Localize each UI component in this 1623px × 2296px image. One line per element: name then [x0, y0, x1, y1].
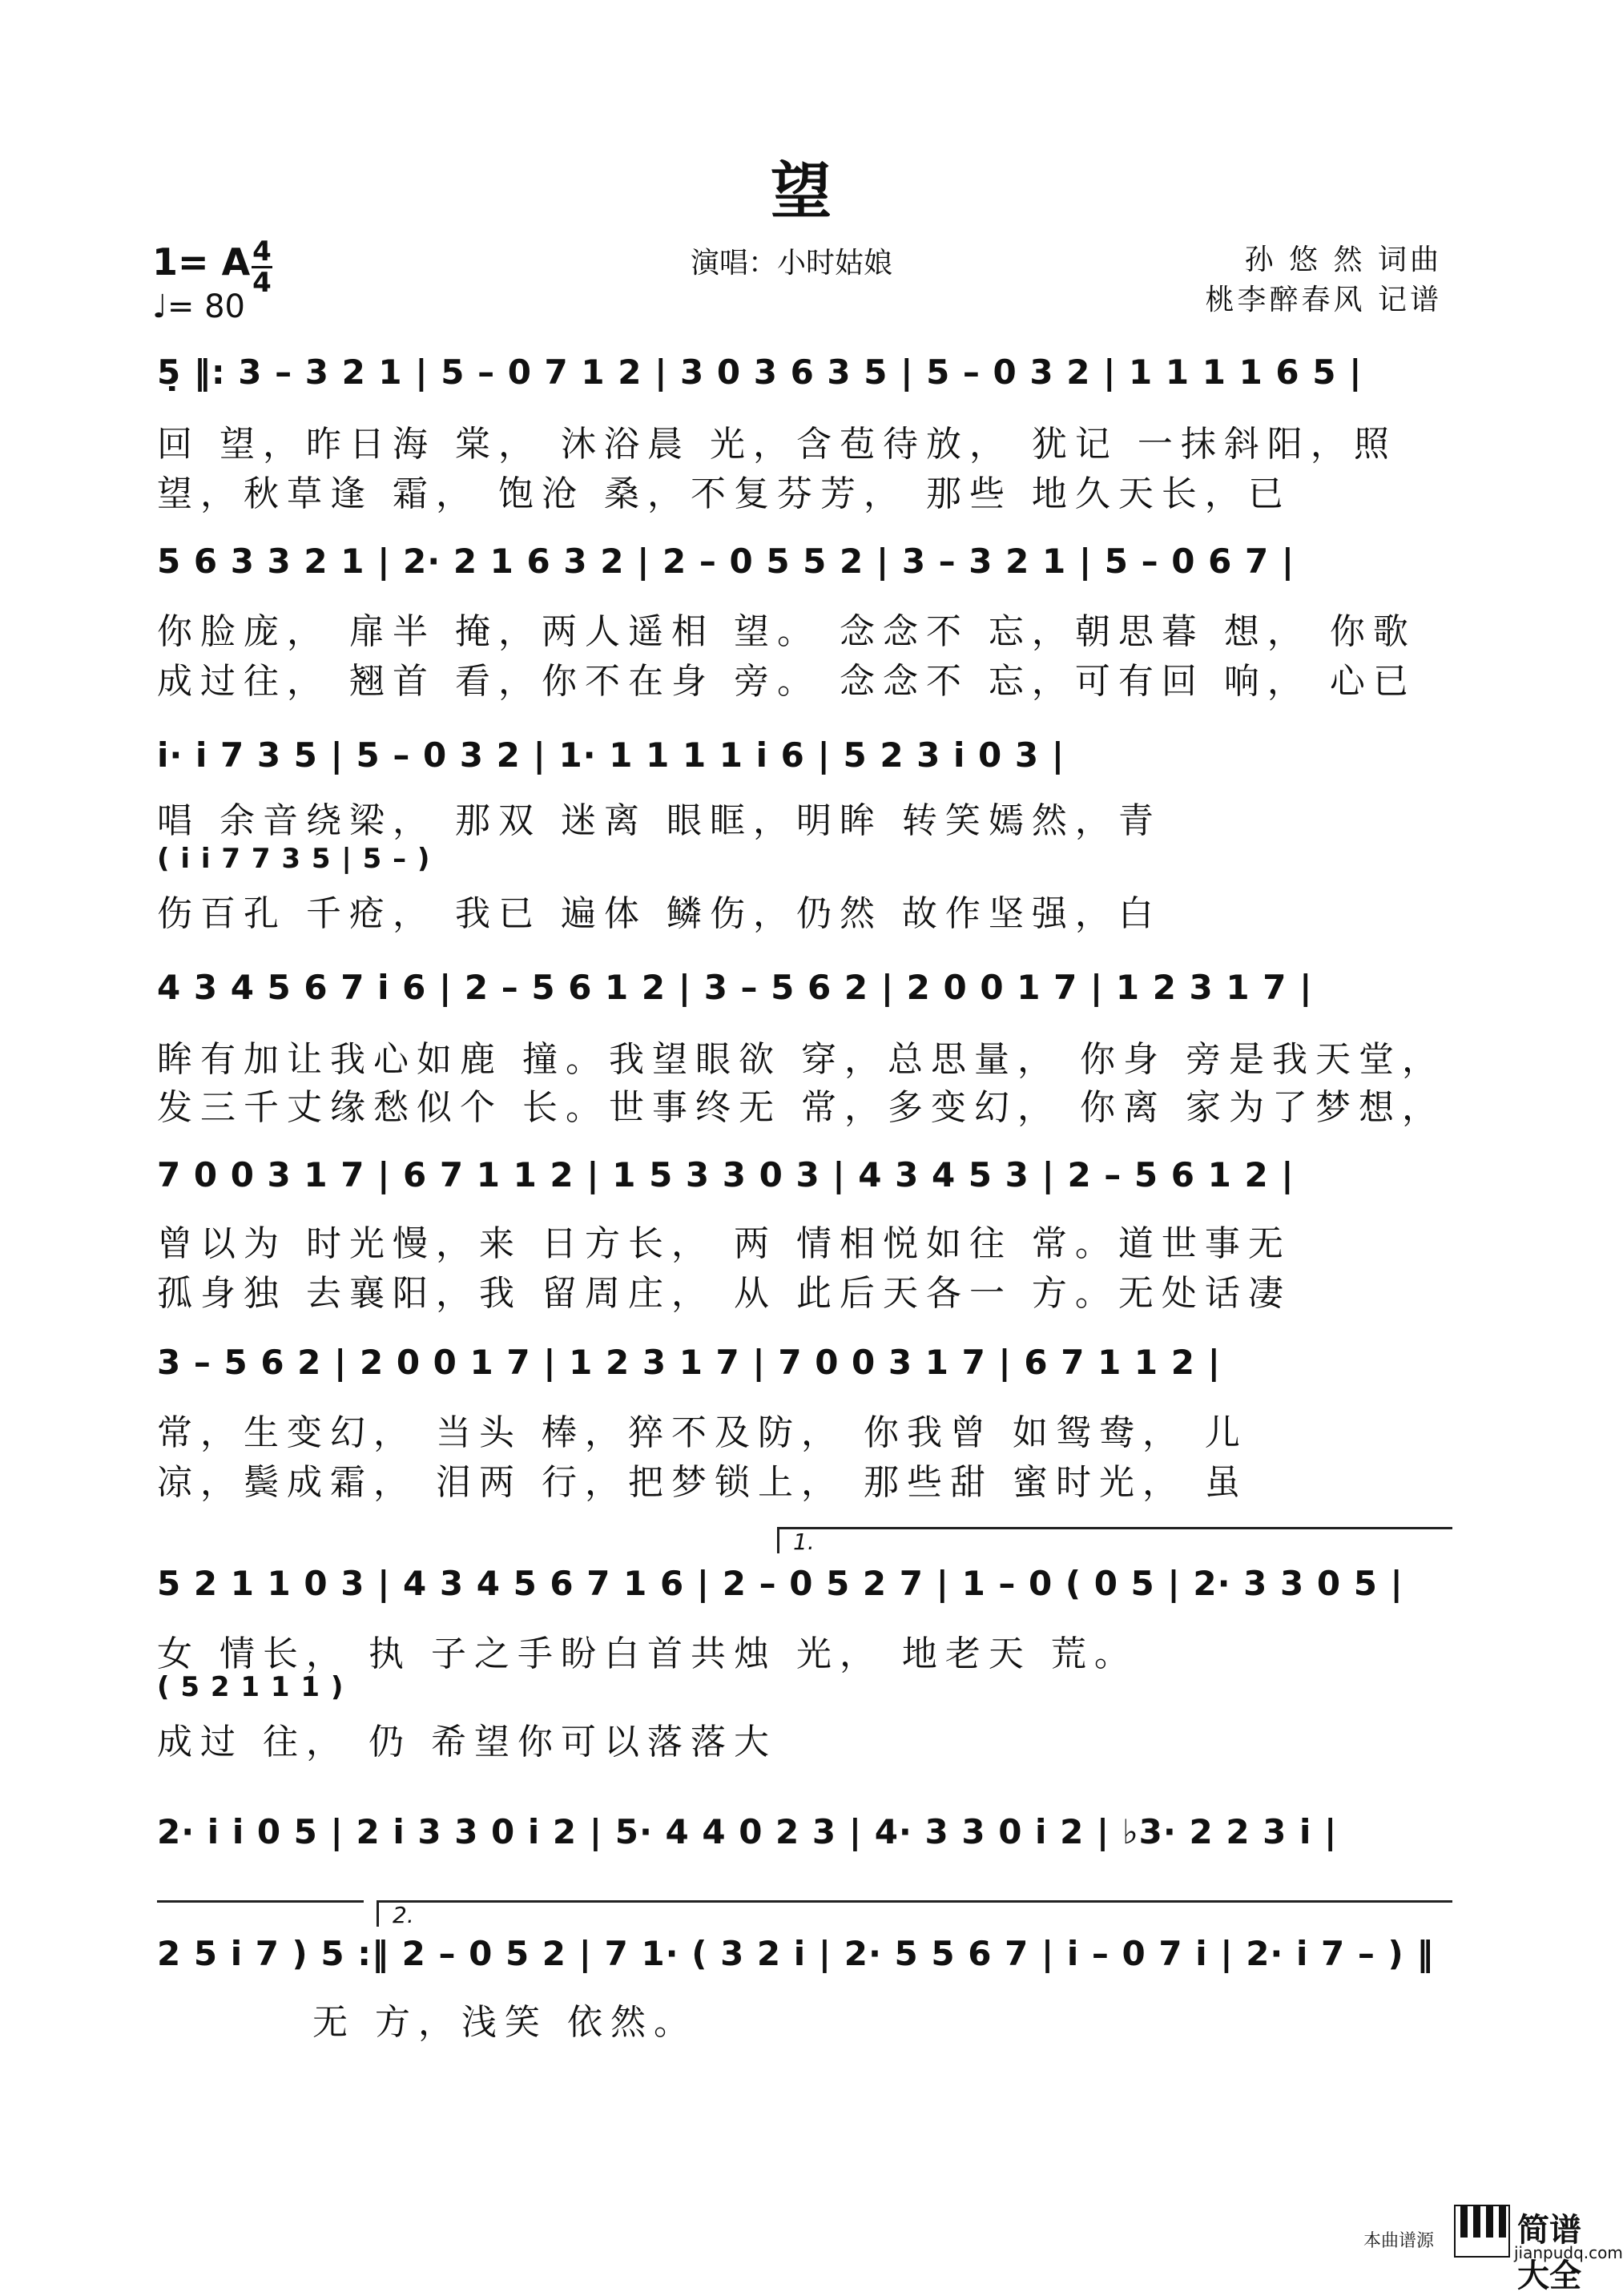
lyric-line: 望，秋草逢 霜， 饱沧 桑，不复芬芳， 那些 地久天长，已	[157, 473, 1291, 514]
lyric-line: 唱 余音绕梁， 那双 迷离 眼眶，明眸 转笑嫣然，青	[157, 800, 1162, 841]
composer-credit: 孙 悠 然 词曲	[1244, 244, 1442, 276]
notation-line: 5̣ ‖: 3 – 3 2 1 | 5 – 0 7 1 2 | 3 0 3 6 3 5 | 5 – 0 3 2 | 1 1 1 1 6 5 |	[157, 352, 1363, 392]
notation-line: 5 2 1 1 0 3 | 4 3 4 5 6 7 1 6 | 2 – 0 5 2 7 | 1 – 0 ( 0 5 | 2· 3 3 0 5 |	[157, 1564, 1404, 1603]
logo-key	[1460, 2205, 1468, 2238]
lyric-line: 无 方，浅笑 依然。	[312, 2002, 697, 2043]
first-ending-number: 1.	[793, 1529, 815, 1555]
lyric-line: 发三千丈缘愁似个 长。世事终无 常，多变幻， 你离 家为了梦想，	[157, 1087, 1445, 1128]
time-signature	[250, 237, 274, 297]
song-title: 望	[771, 155, 832, 227]
lyric-line: 凉，鬓成霜， 泪两 行，把梦锁上， 那些甜 蜜时光， 虽	[157, 1462, 1248, 1503]
second-ending-number: 2.	[393, 1902, 414, 1928]
site-logo-url: jianpudq.com	[1514, 2243, 1623, 2262]
lyric-line: 伤百孔 千疮， 我已 遍体 鳞伤，仍然 故作坚强，白	[157, 893, 1162, 934]
time-signature-bottom: 4	[252, 267, 272, 299]
lyric-line: 你脸庞， 扉半 掩，两人遥相 望。 念念不 忘，朝思暮 想， 你歌	[157, 611, 1416, 652]
notation-line: i· i 7 3 5 | 5 – 0 3 2 | 1· 1 1 1 1 i 6 | 5 2 3 i 0 3 |	[157, 735, 1065, 775]
lyric-line: 女 情长， 执 子之手盼白首共烛 光， 地老天 荒。	[157, 1633, 1138, 1674]
first-ending-continuation	[157, 1900, 364, 1927]
parenthetical-notes: ( 5 2 1 1 1 )	[157, 1671, 344, 1703]
notation-line: 7 0 0 3 1 7 | 6 7 1 1 2 | 1 5 3 3 0 3 | 4 3 4 5 3 | 2 – 5 6 1 2 |	[157, 1155, 1295, 1194]
notation-line: 2 5 i 7 ) 5 :‖ 2 – 0 5 2 | 7 1· ( 3 2 i | 2· 5 5 6 7 | i – 0 7 i | 2· i 7 – ) ‖	[157, 1934, 1435, 1973]
logo-key	[1486, 2205, 1493, 2238]
notation-line: 5 6 3 3 2 1 | 2· 2 1 6 3 2 | 2 – 0 5 5 2 | 3 – 3 2 1 | 5 – 0 6 7 |	[157, 542, 1295, 581]
notation-line: 3 – 5 6 2 | 2 0 0 1 7 | 1 2 3 1 7 | 7 0 0 3 1 7 | 6 7 1 1 2 |	[157, 1343, 1221, 1382]
tempo-mark: ♩= 80	[152, 288, 245, 325]
second-ending-bracket	[377, 1900, 1452, 1927]
lyric-line: 回 望，昨日海 棠， 沐浴晨 光，含苞待放， 犹记 一抹斜阳，照	[157, 424, 1397, 465]
site-logo-title: 简谱大全	[1517, 2212, 1581, 2294]
singer-credit: 演唱：小时姑娘	[691, 247, 893, 280]
notation-line: 4 3 4 5 6 7 i 6 | 2 – 5 6 1 2 | 3 – 5 6 2 | 2 0 0 1 7 | 1 2 3 1 7 |	[157, 968, 1313, 1007]
key-signature: 1= A	[152, 240, 251, 284]
piano-keys-logo	[1454, 2205, 1510, 2258]
source-note: 本曲谱源	[1363, 2231, 1434, 2251]
lyric-line: 孤身独 去襄阳，我 留周庄， 从 此后天各一 方。无处话凄	[157, 1273, 1291, 1314]
logo-key	[1473, 2205, 1480, 2238]
notation-line: 2· i i 0 5 | 2 i 3 3 0 i 2 | 5· 4 4 0 2 3 | 4· 3 3 0 i 2 | ♭3· 2 2 3 i |	[157, 1812, 1338, 1851]
lyric-line: 成过往， 翘首 看，你不在身 旁。 念念不 忘，可有回 响， 心已	[157, 661, 1416, 702]
first-ending-bracket	[777, 1527, 1452, 1553]
lyric-line: 成过 往， 仍 希望你可以落落大	[157, 1722, 777, 1762]
lyric-line: 常，生变幻， 当头 棒，猝不及防， 你我曾 如鸳鸯， 儿	[157, 1412, 1248, 1453]
lyric-line: 眸有加让我心如鹿 撞。我望眼欲 穿，总思量， 你身 旁是我天堂，	[157, 1039, 1445, 1080]
lyric-line: 曾以为 时光慢，来 日方长， 两 情相悦如往 常。道世事无	[157, 1223, 1291, 1264]
logo-key	[1499, 2205, 1506, 2238]
time-signature-top: 4	[252, 236, 272, 268]
parenthetical-notes: ( i i 7 7 3 5 | 5 – )	[157, 843, 431, 875]
transcriber-credit: 桃李醉春风 记谱	[1205, 284, 1442, 316]
